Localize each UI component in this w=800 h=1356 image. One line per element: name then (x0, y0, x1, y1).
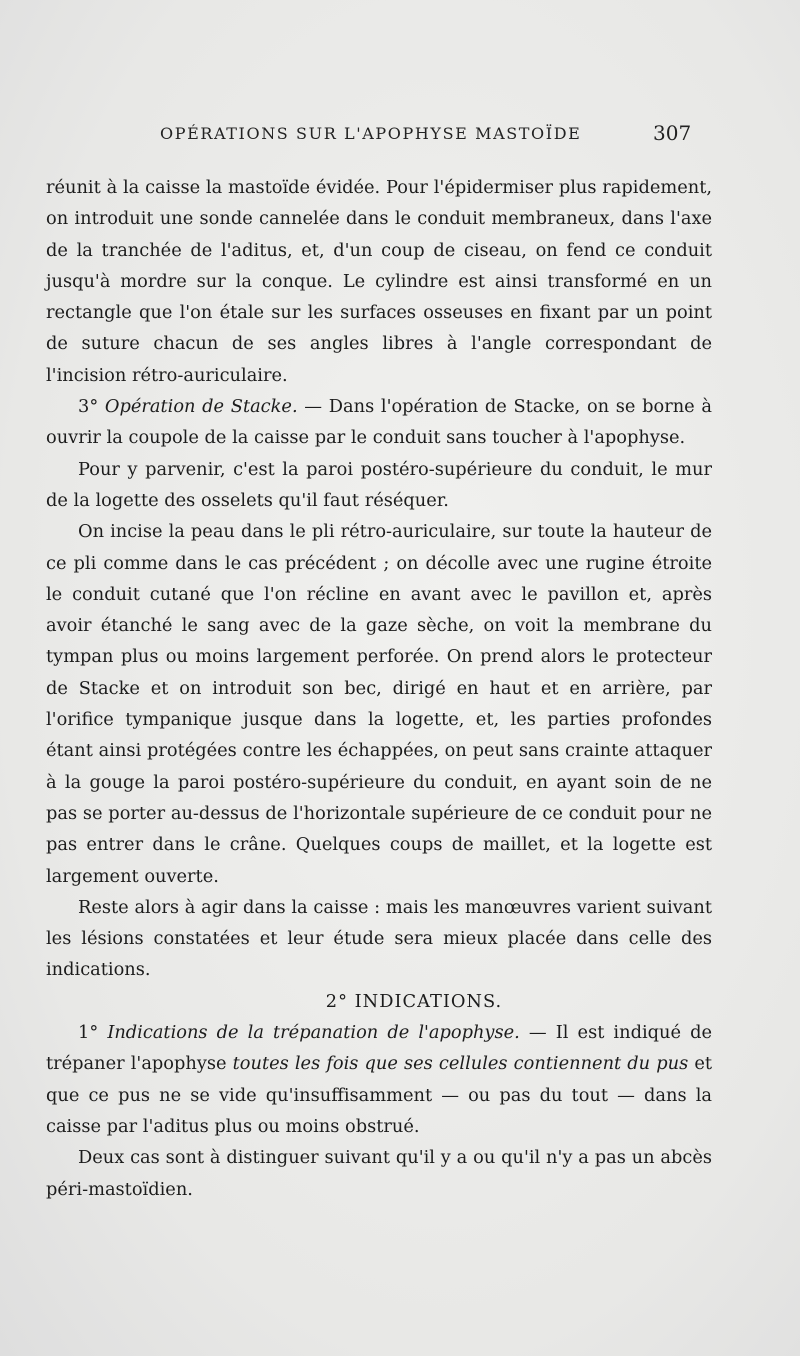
paragraph-caisse: Reste alors à agir dans la caisse : mais les manœuvres varient suivant les lésions constatées et leur étude sera mieux placée dans celle des indications. (46, 896, 712, 981)
paragraph-title: Opération de Stacke. (104, 396, 298, 418)
paragraph-text: — Il est indiqué de trépaner l'apophyse (46, 1022, 712, 1075)
paragraph-number: 1° (78, 1022, 99, 1044)
paragraph-continuation: réunit à la caisse la mastoïde évidée. Pour l'épidermiser plus rapidement, on introduit une sonde cannelée dans le conduit membraneux, dans l'axe de la tranchée de l'aditus, et, d'un coup de ciseau, on fend ce conduit jusqu'à mordre sur la conque. Le cylindre est ainsi transformé en un rectangle que l'on étale sur les surfaces osseuses en fixant par un point de suture chacun de ses angles libres à l'angle correspondant de l'incision rétro-auriculaire. (46, 177, 712, 386)
paragraph-number: 3° (78, 396, 99, 418)
paragraph-stacke (46, 391, 712, 454)
paragraph-text: — Dans l'opération de Stacke, on se borne à ouvrir la coupole de la caisse par le conduit sans toucher à l'apophyse. (46, 396, 712, 449)
section-heading: 2° INDICATIONS. (325, 990, 503, 1012)
paragraph-incision: On incise la peau dans le pli rétro-auriculaire, sur toute la hauteur de ce pli comme dans le cas précédent ; on décolle avec une rugine étroite le conduit cutané que l'on récline en avant avec le pavillon et, après avoir étanché le sang avec de la gaze sèche, on voit la membrane du tympan plus ou moins largement perforée. On prend alors le protecteur de Stacke et on introduit son bec, dirigé en haut et en arrière, par l'orifice tympanique jusque dans la logette, et, les parties profondes étant ainsi protégées contre les échappées, on peut sans crainte attaquer à la gouge la paroi postéro-supérieure du conduit, en ayant soin de ne pas se porter au-dessus de l'horizontale supérieure de ce conduit pour ne pas entrer dans le crâne. Quelques coups de maillet, et la logette est largement ouverte. (46, 521, 712, 887)
paragraph-parvenir: Pour y parvenir, c'est la paroi postéro-supérieure du conduit, le mur de la logette des osselets qu'il faut réséquer. (46, 458, 712, 511)
paragraph-indications (46, 1017, 712, 1142)
emphasis-text: toutes les fois que ses cellules contiennent du pus (232, 1053, 689, 1075)
paragraph-title: Indications de la trépanation de l'apophyse. (107, 1022, 520, 1044)
paragraph-deux-cas: Deux cas sont à distinguer suivant qu'il y a ou qu'il n'y a pas un abcès péri-mastoïdien. (46, 1147, 712, 1200)
page-number: 307 (653, 121, 692, 145)
body-text (46, 172, 712, 1205)
paragraph-text: et que ce pus ne se vide qu'insuffisamment — ou pas du tout — dans la caisse par l'aditus plus ou moins obstrué. (46, 1053, 712, 1137)
running-head: OPÉRATIONS SUR L'APOPHYSE MASTOÏDE (160, 124, 582, 143)
